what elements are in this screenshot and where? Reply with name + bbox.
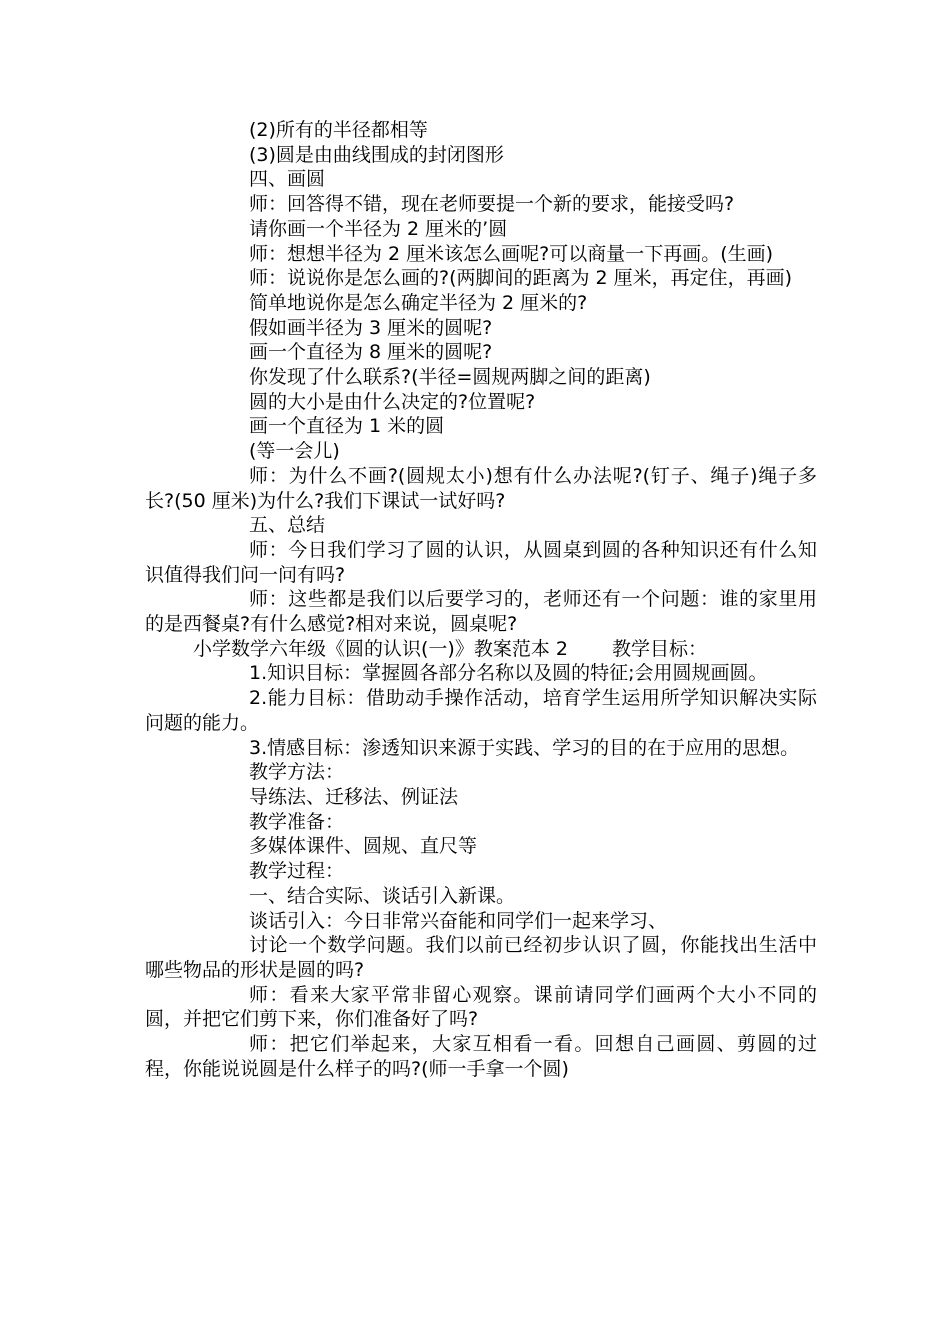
section-heading: 四、画圆 — [249, 168, 326, 191]
paragraph: 讨论一个数学问题。我们以前已经初步认识了圆，你能找出生活中哪些物品的形状是圆的吗? — [145, 934, 817, 981]
paragraph: 师：为什么不画?(圆规太小)想有什么办法呢?(钉子、绳子)绳子多长?(50 厘米)为什么?我们下课试一试好吗? — [145, 464, 817, 512]
paragraph: 师：今日我们学习了圆的认识，从圆桌到圆的各种知识还有什么知识值得我们问一问有吗? — [145, 538, 817, 586]
paragraph: 1.知识目标：掌握圆各部分名称以及圆的特征;会用圆规画圆。 — [249, 662, 768, 685]
paragraph: 画一个直径为 8 厘米的圆呢? — [249, 341, 493, 364]
paragraph: 教学过程： — [249, 860, 345, 883]
document-page — [145, 118, 817, 1081]
paragraph: 师：这些都是我们以后要学习的，老师还有一个问题：谁的家里用的是西餐桌?有什么感觉?相对来说，圆桌呢? — [145, 588, 817, 636]
paragraph: (3)圆是由曲线围成的封闭图形 — [249, 143, 504, 166]
paragraph: 简单地说你是怎么确定半径为 2 厘米的? — [249, 291, 588, 314]
paragraph: 师：把它们举起来，大家互相看一看。回想自己画圆、剪圆的过程，你能说说圆是什么样子的吗?(师一手拿一个圆) — [145, 1033, 817, 1080]
section-heading: 五、总结 — [249, 514, 326, 537]
paragraph: (2)所有的半径都相等 — [249, 119, 428, 141]
paragraph: 师：想想半径为 2 厘米该怎么画呢?可以商量一下再画。(生画) — [249, 242, 774, 265]
paragraph: 师：回答得不错，现在老师要提一个新的要求，能接受吗? — [249, 193, 735, 216]
paragraph: 教学准备： — [249, 810, 345, 833]
paragraph: 3.情感目标：渗透知识来源于实践、学习的目的在于应用的思想。 — [249, 736, 800, 759]
paragraph: 画一个直径为 1 米的圆 — [249, 415, 445, 438]
paragraph: 一、结合实际、谈话引入新课。 — [249, 884, 516, 907]
paragraph: 谈话引入：今日非常兴奋能和同学们一起来学习、 — [249, 909, 668, 932]
paragraph: 师：说说你是怎么画的?(两脚间的距离为 2 厘米，再定住，再画) — [249, 267, 793, 290]
paragraph: 多媒体课件、圆规、直尺等 — [249, 835, 478, 858]
paragraph: 教学方法： — [249, 761, 345, 784]
document-subtitle: 小学数学六年级《圆的认识(一)》教案范本 2 教学目标： — [193, 637, 707, 660]
paragraph: 假如画半径为 3 厘米的圆呢? — [249, 316, 493, 339]
paragraph: 你发现了什么联系?(半径=圆规两脚之间的距离) — [249, 366, 651, 389]
paragraph: 师：看来大家平常非留心观察。课前请同学们画两个大小不同的圆，并把它们剪下来，你们准备好了吗? — [145, 983, 817, 1031]
paragraph: 2.能力目标：借助动手操作活动，培育学生运用所学知识解决实际问题的能力。 — [145, 687, 817, 734]
paragraph: (等一会儿) — [249, 440, 340, 463]
paragraph: 圆的大小是由什么决定的?位置呢? — [249, 390, 536, 413]
paragraph: 请你画一个半径为 2 厘米的’圆 — [249, 217, 508, 240]
paragraph: 导练法、迁移法、例证法 — [249, 785, 459, 808]
